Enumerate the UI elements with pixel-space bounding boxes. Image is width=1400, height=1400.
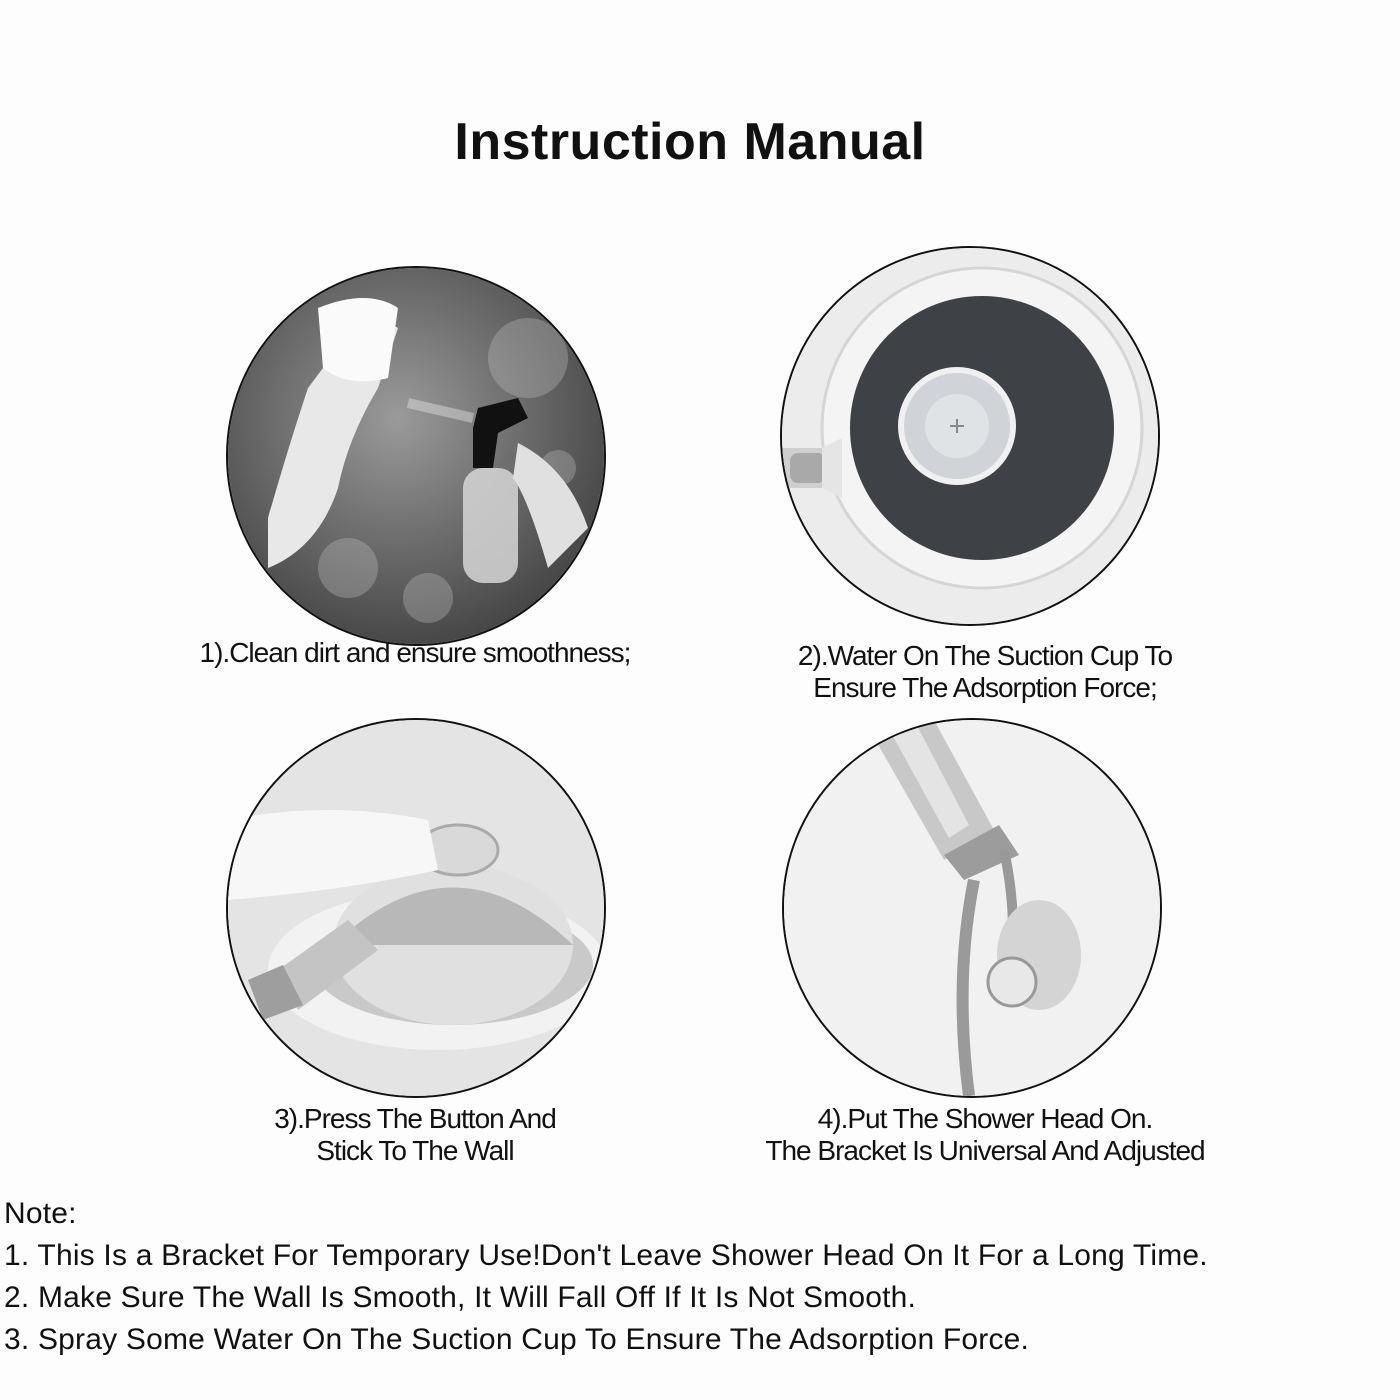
step-2-image [780, 246, 1160, 626]
caption-line: 1).Clean dirt and ensure smoothness; [199, 637, 631, 668]
note-item: 3. Spray Some Water On The Suction Cup To Ensure The Adsorption Force. [4, 1323, 1030, 1356]
caption-line: Ensure The Adsorption Force; [813, 672, 1157, 703]
page-title: Instruction Manual [454, 113, 926, 171]
step-2-caption [700, 640, 1270, 704]
caption-line: Stick To The Wall [316, 1135, 514, 1166]
step-3-image [226, 718, 606, 1098]
caption-line: The Bracket Is Universal And Adjusted [765, 1135, 1205, 1166]
caption-line: 3).Press The Button And [274, 1103, 556, 1134]
note-item: 1. This Is a Bracket For Temporary Use!Don't Leave Shower Head On It For a Long Time. [4, 1239, 1208, 1272]
notes-heading: Note: [4, 1197, 77, 1230]
step-4-image [782, 718, 1162, 1098]
step-1-image [226, 266, 606, 646]
caption-line: 2).Water On The Suction Cup To [797, 640, 1173, 671]
step-1-caption [130, 637, 700, 669]
note-item: 2. Make Sure The Wall Is Smooth, It Will Fall Off If It Is Not Smooth. [4, 1281, 917, 1314]
notes-section [4, 1193, 1208, 1361]
step-3-caption [130, 1103, 700, 1167]
caption-line: 4).Put The Shower Head On. [817, 1103, 1153, 1134]
step-4-caption [685, 1103, 1285, 1167]
